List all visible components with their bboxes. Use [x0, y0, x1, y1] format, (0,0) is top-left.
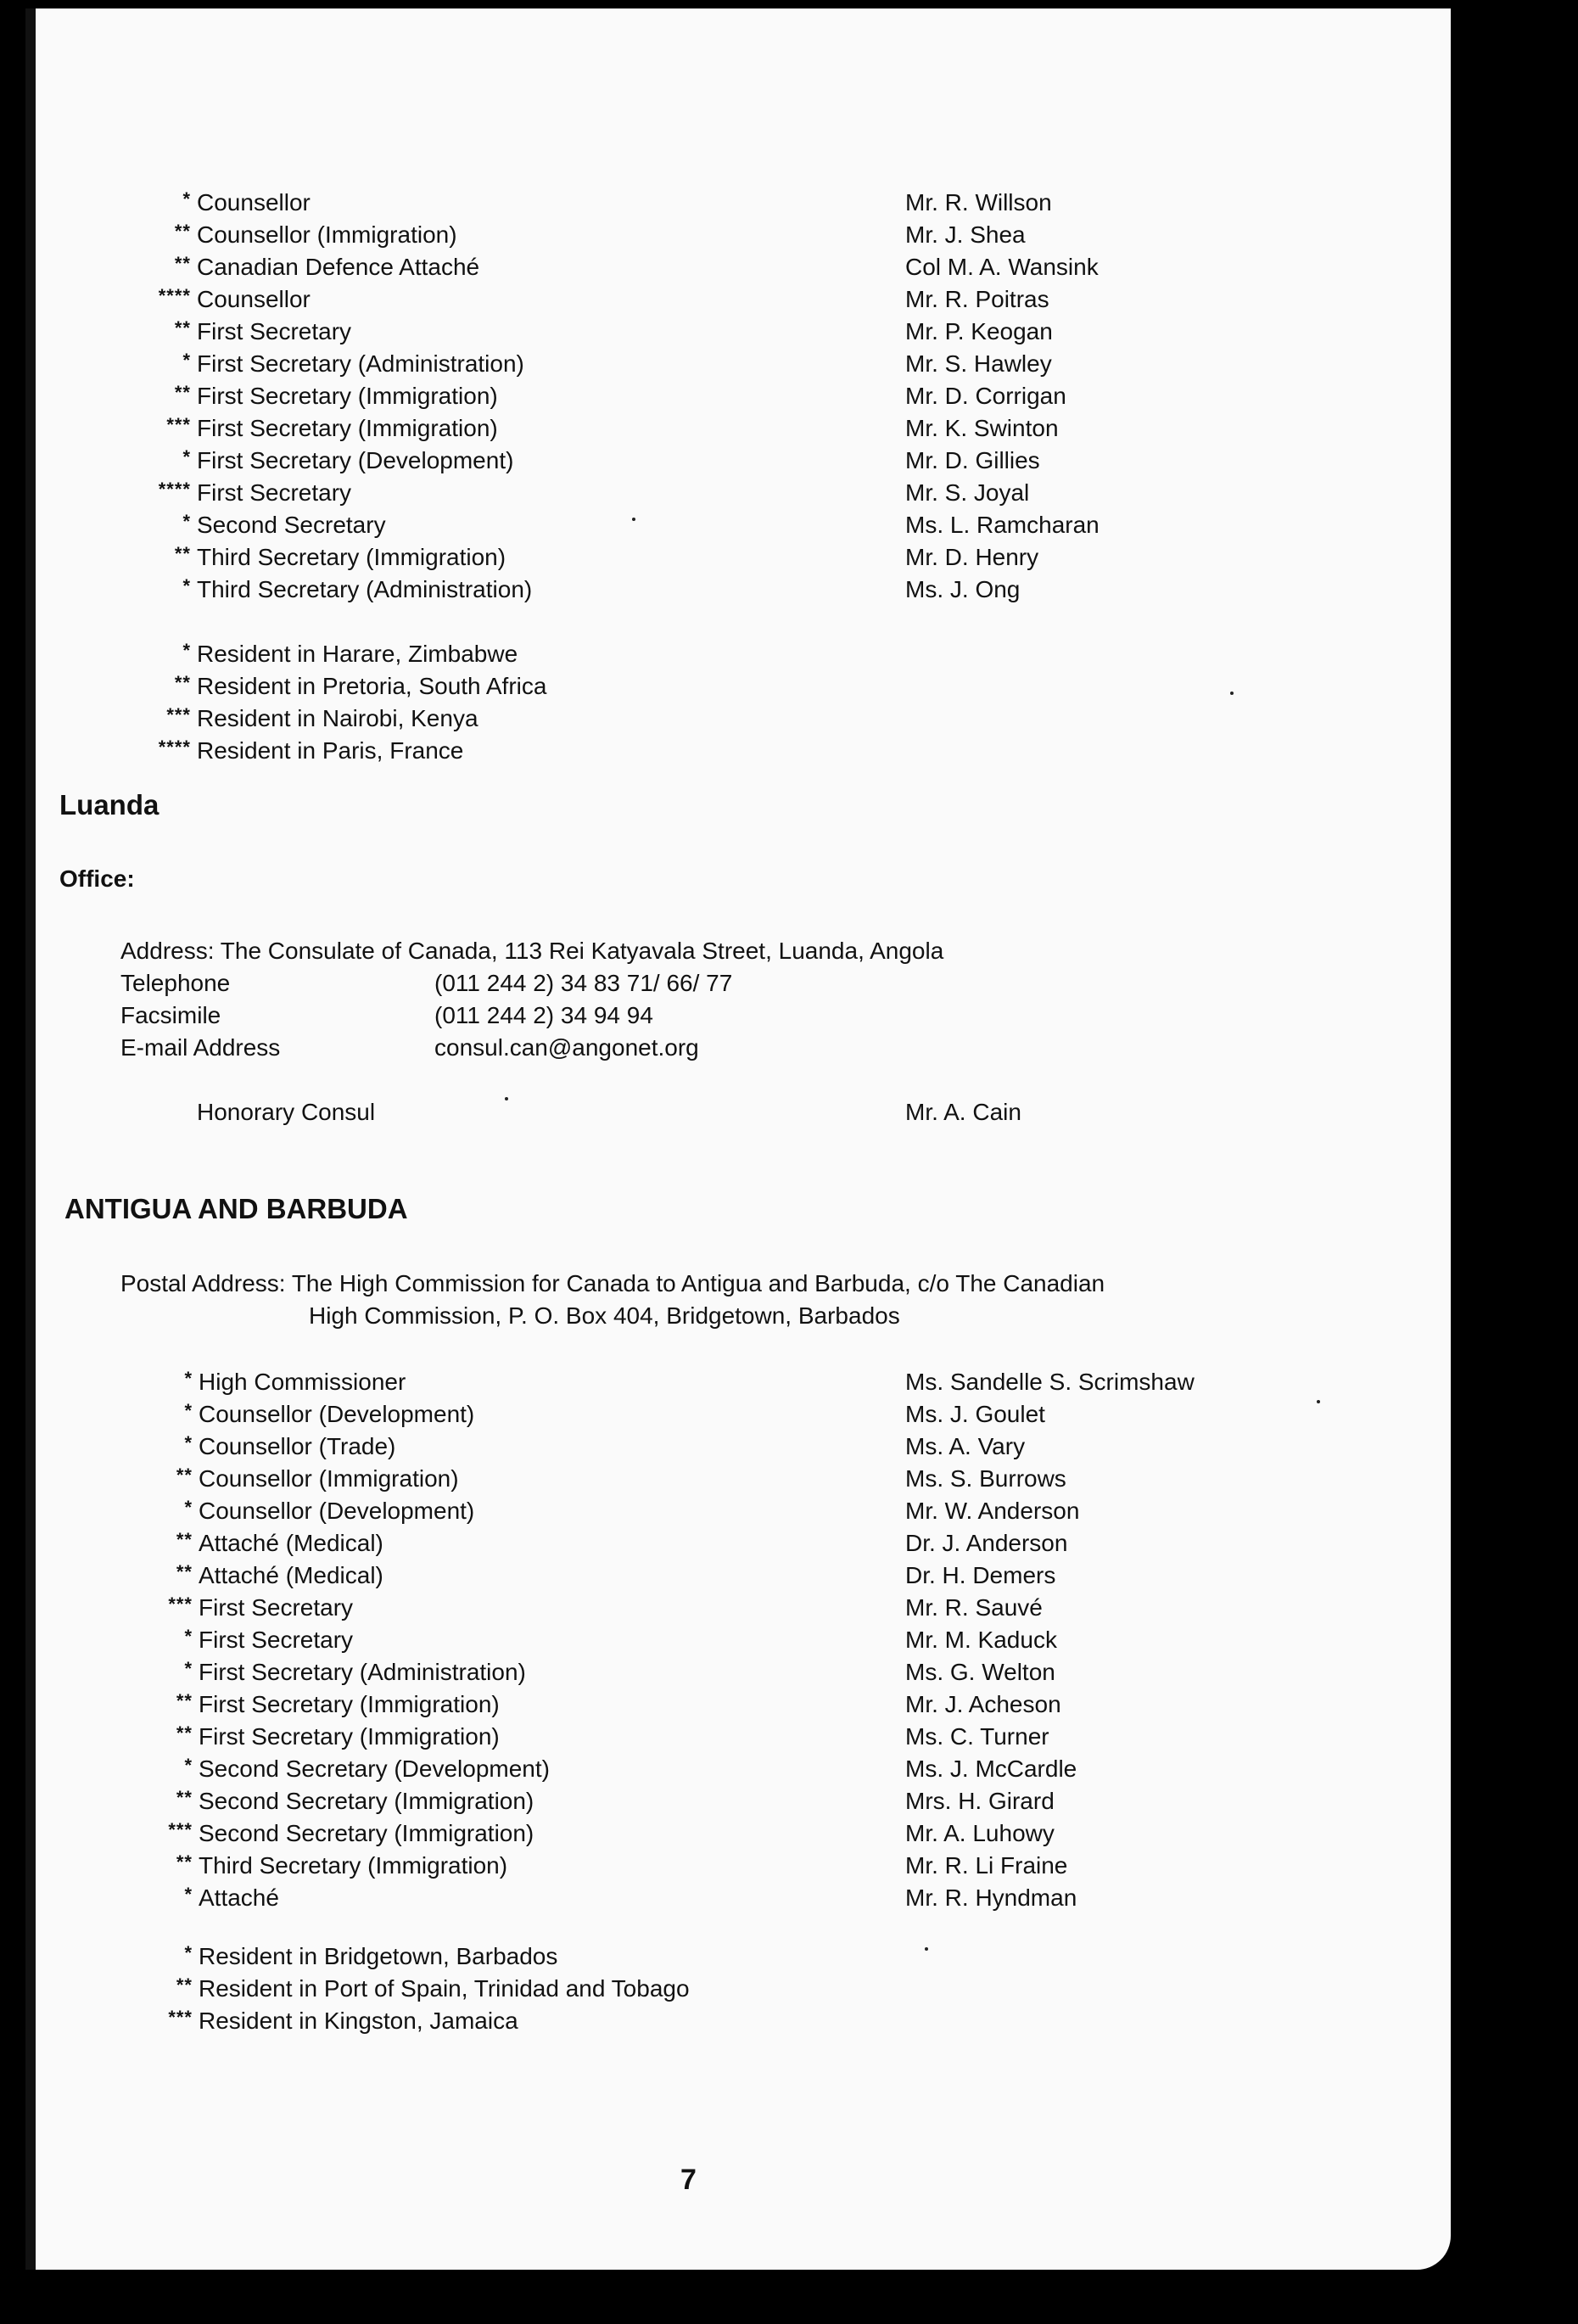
facsimile-value: (011 244 2) 34 94 94	[434, 1002, 653, 1028]
asterisk-marker: **	[176, 1529, 193, 1550]
staff-name: Mr. R. Li Fraine	[905, 1852, 1068, 1879]
staff-title: Attaché (Medical)	[199, 1562, 383, 1588]
staff-name: Ms. C. Turner	[905, 1723, 1049, 1750]
asterisk-marker: *	[184, 1626, 193, 1647]
staff-row	[25, 1495, 1451, 1527]
footnote-text: Resident in Nairobi, Kenya	[197, 705, 478, 731]
asterisk-marker: **	[174, 253, 191, 274]
facsimile-label: Facsimile	[120, 1002, 221, 1028]
staff-title: Counsellor (Immigration)	[199, 1465, 459, 1492]
staff-name: Mr. J. Acheson	[905, 1691, 1061, 1717]
staff-name: Mr. R. Willson	[905, 189, 1052, 216]
staff-title: First Secretary	[199, 1594, 354, 1621]
staff-row	[25, 1463, 1451, 1495]
staff-row	[25, 316, 1451, 348]
staff-row	[25, 187, 1451, 219]
staff-name: Ms. Sandelle S. Scrimshaw	[905, 1369, 1195, 1395]
asterisk-marker: *	[184, 1884, 193, 1905]
asterisk-marker: ***	[168, 1819, 193, 1840]
staff-row	[25, 477, 1451, 509]
staff-title: Third Secretary (Immigration)	[199, 1852, 508, 1879]
staff-title: Attaché (Medical)	[199, 1530, 383, 1556]
staff-name: Dr. H. Demers	[905, 1562, 1056, 1588]
footnote-text: Resident in Port of Spain, Trinidad and Tobago	[199, 1975, 690, 2002]
staff-title: First Secretary (Administration)	[199, 1659, 526, 1685]
staff-row	[25, 1592, 1451, 1624]
staff-name: Ms. J. McCardle	[905, 1756, 1077, 1782]
staff-row	[25, 251, 1451, 283]
staff-row	[25, 1656, 1451, 1688]
staff-row	[25, 1688, 1451, 1721]
honorary-consul-name: Mr. A. Cain	[905, 1099, 1021, 1125]
staff-row	[25, 1560, 1451, 1592]
asterisk-marker: *	[182, 640, 191, 661]
document-page	[25, 8, 1451, 2270]
staff-row	[25, 445, 1451, 477]
staff-name: Mr. M. Kaduck	[905, 1627, 1057, 1653]
staff-row	[25, 1398, 1451, 1431]
staff-name: Mr. R. Poitras	[905, 286, 1049, 312]
staff-row	[25, 380, 1451, 412]
staff-title: First Secretary	[197, 479, 352, 506]
staff-name: Mrs. H. Girard	[905, 1788, 1055, 1814]
asterisk-marker: ***	[168, 2007, 193, 2028]
asterisk-marker: ***	[168, 1593, 193, 1615]
staff-name: Ms. G. Welton	[905, 1659, 1055, 1685]
staff-title: Second Secretary (Immigration)	[199, 1820, 534, 1846]
asterisk-marker: **	[176, 1787, 193, 1808]
footnote-row	[25, 670, 1451, 703]
asterisk-marker: **	[174, 672, 191, 693]
asterisk-marker: **	[174, 317, 191, 339]
staff-row	[25, 219, 1451, 251]
footnote-text: Resident in Paris, France	[197, 737, 464, 764]
asterisk-marker: *	[182, 446, 191, 468]
staff-title: Attaché	[199, 1884, 279, 1911]
staff-name: Mr. D. Corrigan	[905, 383, 1066, 409]
staff-name: Mr. D. Henry	[905, 544, 1039, 570]
postal-address-line1: Postal Address: The High Commission for Canada to Antigua and Barbuda, c/o The Canadian	[120, 1270, 1105, 1296]
staff-title: Third Secretary (Immigration)	[197, 544, 506, 570]
staff-name: Mr. J. Shea	[905, 221, 1026, 248]
asterisk-marker: *	[184, 1497, 193, 1518]
staff-name: Dr. J. Anderson	[905, 1530, 1068, 1556]
footnote-row	[25, 703, 1451, 735]
staff-name: Ms. S. Burrows	[905, 1465, 1066, 1492]
asterisk-marker: **	[176, 1690, 193, 1711]
staff-name: Ms. J. Ong	[905, 576, 1021, 602]
asterisk-marker: ***	[166, 414, 191, 435]
staff-title: Counsellor	[197, 189, 311, 216]
staff-title: First Secretary (Development)	[197, 447, 514, 473]
staff-title: Second Secretary (Development)	[199, 1756, 550, 1782]
staff-row	[25, 1850, 1451, 1882]
staff-row	[25, 1882, 1451, 1914]
staff-row	[25, 283, 1451, 316]
asterisk-marker: **	[174, 382, 191, 403]
footnote-text: Resident in Kingston, Jamaica	[199, 2008, 518, 2034]
scan-speck	[505, 1097, 508, 1100]
asterisk-marker: **	[176, 1561, 193, 1582]
asterisk-marker: **	[174, 543, 191, 564]
staff-row	[25, 1721, 1451, 1753]
telephone-value: (011 244 2) 34 83 71/ 66/ 77	[434, 970, 733, 996]
staff-name: Ms. A. Vary	[905, 1433, 1026, 1459]
honorary-consul-title: Honorary Consul	[197, 1099, 376, 1125]
staff-title: First Secretary (Immigration)	[199, 1691, 500, 1717]
staff-row	[25, 1785, 1451, 1817]
page-number: 7	[680, 2164, 697, 2196]
staff-row	[25, 541, 1451, 574]
staff-name: Col M. A. Wansink	[905, 254, 1099, 280]
asterisk-marker: *	[182, 575, 191, 596]
staff-title: First Secretary (Immigration)	[199, 1723, 500, 1750]
staff-name: Ms. L. Ramcharan	[905, 512, 1100, 538]
staff-row	[25, 1527, 1451, 1560]
footnote-text: Resident in Pretoria, South Africa	[197, 673, 547, 699]
staff-title: Counsellor (Development)	[199, 1401, 475, 1427]
staff-row	[25, 1431, 1451, 1463]
staff-name: Mr. K. Swinton	[905, 415, 1059, 441]
asterisk-marker: **	[176, 1464, 193, 1486]
staff-title: First Secretary	[197, 318, 352, 344]
postal-address-line2: High Commission, P. O. Box 404, Bridgetown, Barbados	[309, 1302, 900, 1329]
asterisk-marker: *	[184, 1658, 193, 1679]
asterisk-marker: *	[182, 511, 191, 532]
staff-name: Mr. D. Gillies	[905, 447, 1040, 473]
asterisk-marker: *	[184, 1942, 193, 1963]
footnote-row	[25, 735, 1451, 767]
staff-name: Mr. R. Sauvé	[905, 1594, 1043, 1621]
footnote-row	[25, 1940, 1451, 1973]
luanda-address: Address: The Consulate of Canada, 113 Rei Katyavala Street, Luanda, Angola	[120, 938, 944, 964]
staff-row	[25, 1817, 1451, 1850]
asterisk-marker: **	[176, 1974, 193, 1996]
staff-row	[25, 1366, 1451, 1398]
asterisk-marker: **	[176, 1851, 193, 1873]
email-label: E-mail Address	[120, 1034, 281, 1061]
scan-speck	[925, 1947, 928, 1951]
staff-title: Counsellor (Immigration)	[197, 221, 457, 248]
antigua-heading: ANTIGUA AND BARBUDA	[64, 1193, 408, 1224]
staff-name: Mr. S. Joyal	[905, 479, 1030, 506]
email-value: consul.can@angonet.org	[434, 1034, 699, 1061]
footnote-row	[25, 638, 1451, 670]
asterisk-marker: ****	[158, 736, 191, 758]
footnote-text: Resident in Bridgetown, Barbados	[199, 1943, 558, 1969]
asterisk-marker: *	[184, 1368, 193, 1389]
staff-title: Counsellor (Development)	[199, 1498, 475, 1524]
scan-speck	[1317, 1400, 1320, 1403]
staff-name: Mr. R. Hyndman	[905, 1884, 1077, 1911]
staff-title: Third Secretary (Administration)	[197, 576, 533, 602]
staff-name: Mr. W. Anderson	[905, 1498, 1080, 1524]
staff-row	[25, 509, 1451, 541]
asterisk-marker: **	[174, 221, 191, 242]
asterisk-marker: ****	[158, 479, 191, 500]
staff-row	[25, 1624, 1451, 1656]
asterisk-marker: *	[182, 188, 191, 210]
staff-title: First Secretary (Immigration)	[197, 415, 498, 441]
footnote-text: Resident in Harare, Zimbabwe	[197, 641, 518, 667]
staff-row	[25, 412, 1451, 445]
scan-speck	[632, 518, 635, 521]
staff-name: Mr. P. Keogan	[905, 318, 1053, 344]
asterisk-marker: *	[184, 1400, 193, 1421]
asterisk-marker: ***	[166, 704, 191, 725]
asterisk-marker: *	[184, 1755, 193, 1776]
staff-title: First Secretary (Administration)	[197, 350, 524, 377]
telephone-label: Telephone	[120, 970, 231, 996]
staff-title: Second Secretary	[197, 512, 386, 538]
footnote-row	[25, 1973, 1451, 2005]
staff-title: Counsellor (Trade)	[199, 1433, 396, 1459]
asterisk-marker: ****	[158, 285, 191, 306]
asterisk-marker: **	[176, 1722, 193, 1744]
footnote-row	[25, 2005, 1451, 2037]
staff-name: Mr. S. Hawley	[905, 350, 1052, 377]
staff-name: Ms. J. Goulet	[905, 1401, 1045, 1427]
staff-title: High Commissioner	[199, 1369, 406, 1395]
staff-name: Mr. A. Luhowy	[905, 1820, 1055, 1846]
asterisk-marker: *	[182, 350, 191, 371]
staff-row	[25, 348, 1451, 380]
staff-title: First Secretary	[199, 1627, 354, 1653]
staff-row	[25, 1753, 1451, 1785]
asterisk-marker: *	[184, 1432, 193, 1453]
scan-speck	[1230, 692, 1234, 695]
staff-row	[25, 574, 1451, 606]
staff-title: Counsellor	[197, 286, 311, 312]
luanda-heading: Luanda	[59, 789, 159, 820]
office-label: Office:	[59, 865, 135, 892]
staff-title: Canadian Defence Attaché	[197, 254, 480, 280]
staff-title: First Secretary (Immigration)	[197, 383, 498, 409]
staff-title: Second Secretary (Immigration)	[199, 1788, 534, 1814]
